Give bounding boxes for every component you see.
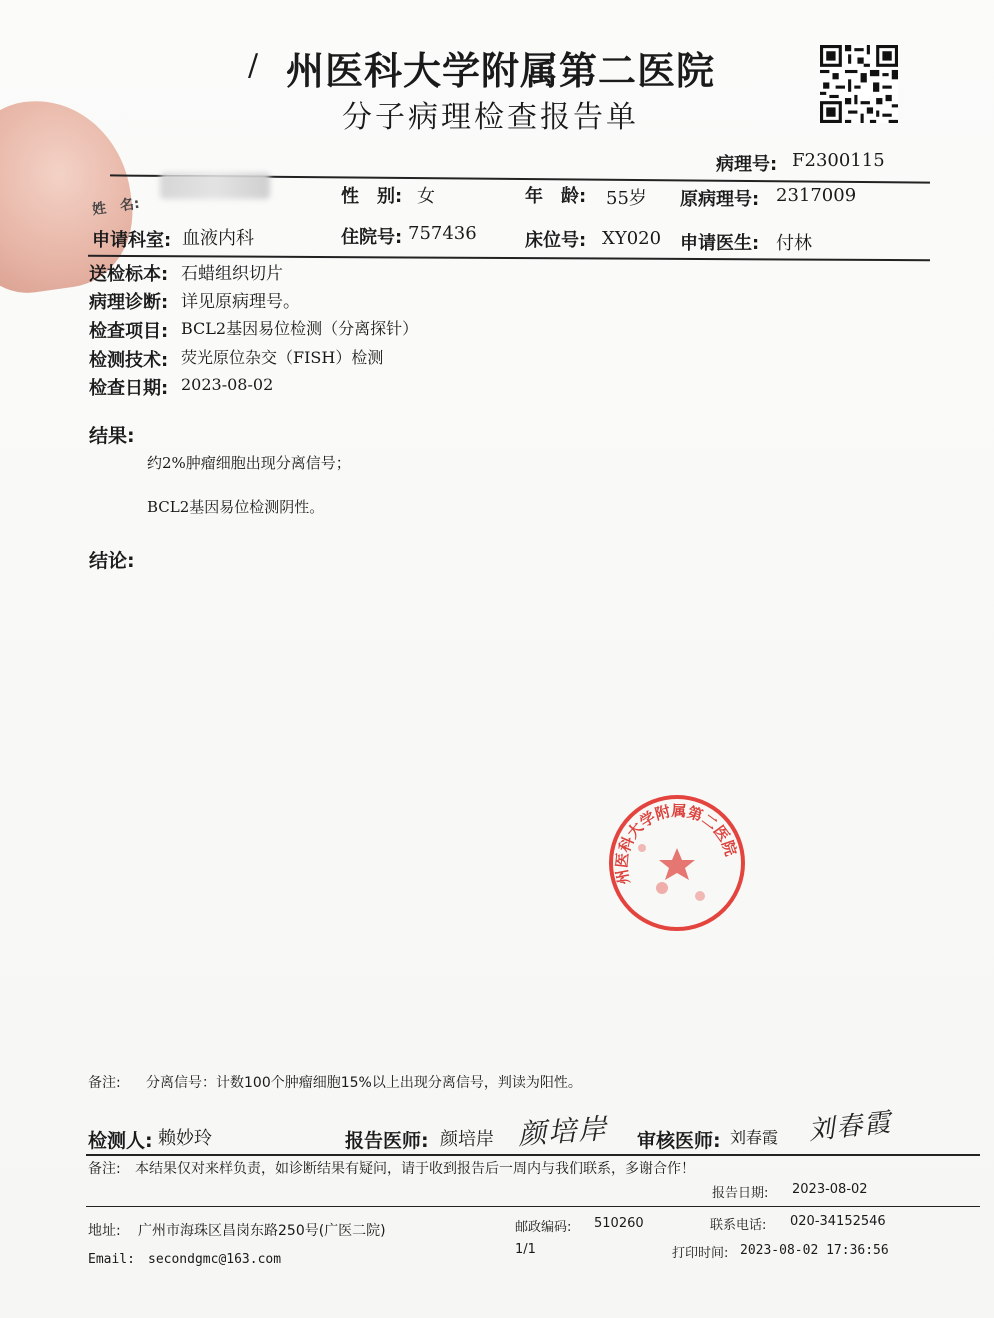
pathology-no-label: 病理号: — [716, 154, 778, 175]
redacted-name — [160, 173, 270, 199]
inpatient-value: 757436 — [408, 223, 477, 244]
doctor-value: 付林 — [776, 233, 812, 254]
exam-item-label: 检查项目: — [89, 321, 169, 342]
hospital-seal-stamp — [602, 788, 752, 938]
pathology-no: F2300115 — [792, 150, 885, 171]
tester-label: 检测人: — [88, 1130, 153, 1152]
exam-date-value: 2023-08-02 — [181, 375, 274, 394]
qr-code-icon — [820, 45, 898, 123]
sex-value: 女 — [417, 186, 435, 207]
seal-text: 州医科大学附属第二医院 — [612, 801, 741, 887]
remark-label: 备注: — [88, 1075, 121, 1091]
orig-no-value: 2317009 — [776, 185, 857, 206]
report-date-value: 2023-08-02 — [792, 1182, 868, 1197]
report-date-label: 报告日期: — [712, 1186, 769, 1201]
print-time-value: 2023-08-02 17:36:56 — [740, 1243, 889, 1258]
dept-value: 血液内科 — [182, 228, 254, 249]
print-time-label: 打印时间: — [672, 1246, 729, 1261]
postcode-value: 510260 — [594, 1216, 644, 1231]
reporter-signature: 颜培岸 — [517, 1111, 610, 1152]
address-value: 广州市海珠区昌岗东路250号(广医二院) — [138, 1223, 386, 1239]
phone-value: 020-34152546 — [790, 1214, 886, 1229]
footer-divider — [86, 1206, 980, 1207]
diagnosis-value: 详见原病理号。 — [181, 292, 300, 312]
postcode-label: 邮政编码: — [515, 1220, 572, 1235]
remark-text: 分离信号：计数100个肿瘤细胞15%以上出现分离信号，判读为阳性。 — [146, 1075, 582, 1091]
reviewer-value: 刘春霞 — [730, 1128, 779, 1147]
address-label: 地址: — [88, 1223, 121, 1239]
disclaimer-label: 备注: — [88, 1161, 121, 1177]
reviewer-label: 审核医师: — [637, 1130, 721, 1152]
disclaimer-text: 本结果仅对来样负责，如诊断结果有疑问，请于收到报告后一周内与我们联系，多谢合作！ — [135, 1161, 695, 1177]
age-label: 年 龄: — [525, 186, 587, 207]
tech-label: 检测技术: — [89, 350, 169, 371]
signature-divider — [86, 1154, 980, 1156]
page-number: 1/1 — [515, 1242, 536, 1257]
specimen-label: 送检标本: — [89, 264, 169, 285]
email-label: Email: — [88, 1252, 135, 1267]
dept-label: 申请科室: — [92, 230, 172, 251]
result-line-1: 约2%肿瘤细胞出现分离信号； — [147, 454, 351, 472]
conclusion-label: 结论: — [89, 550, 135, 572]
reporter-value: 颜培岸 — [440, 1129, 494, 1150]
inpatient-label: 住院号: — [341, 227, 403, 248]
exam-item-value: BCL2基因易位检测（分离探针） — [181, 319, 419, 338]
report-title: 分子病理检查报告单 — [342, 100, 639, 135]
email-value: secondgmc@163.com — [148, 1252, 282, 1267]
tech-value: 荧光原位杂交（FISH）检测 — [181, 348, 384, 367]
hospital-name: 州医科大学附属第二医院 — [286, 48, 716, 93]
tester-value: 赖妙玲 — [158, 1128, 212, 1149]
bed-label: 床位号: — [525, 230, 587, 251]
name-label: 姓 名: — [91, 195, 141, 219]
orig-no-label: 原病理号: — [680, 189, 760, 210]
phone-label: 联系电话: — [710, 1218, 767, 1233]
reviewer-signature: 刘春霞 — [806, 1107, 894, 1147]
age-value: 55岁 — [606, 188, 647, 209]
reporter-label: 报告医师: — [345, 1130, 429, 1152]
specimen-value: 石蜡组织切片 — [181, 264, 283, 284]
bed-value: XY020 — [602, 228, 662, 249]
hospital-prefix: / — [248, 48, 259, 83]
results-label: 结果: — [89, 425, 135, 447]
doctor-label: 申请医生: — [680, 233, 760, 254]
diagnosis-label: 病理诊断: — [89, 292, 169, 313]
exam-date-label: 检查日期: — [89, 378, 169, 399]
sex-label: 性 别: — [341, 186, 403, 207]
result-line-2: BCL2基因易位检测阴性。 — [147, 498, 325, 516]
